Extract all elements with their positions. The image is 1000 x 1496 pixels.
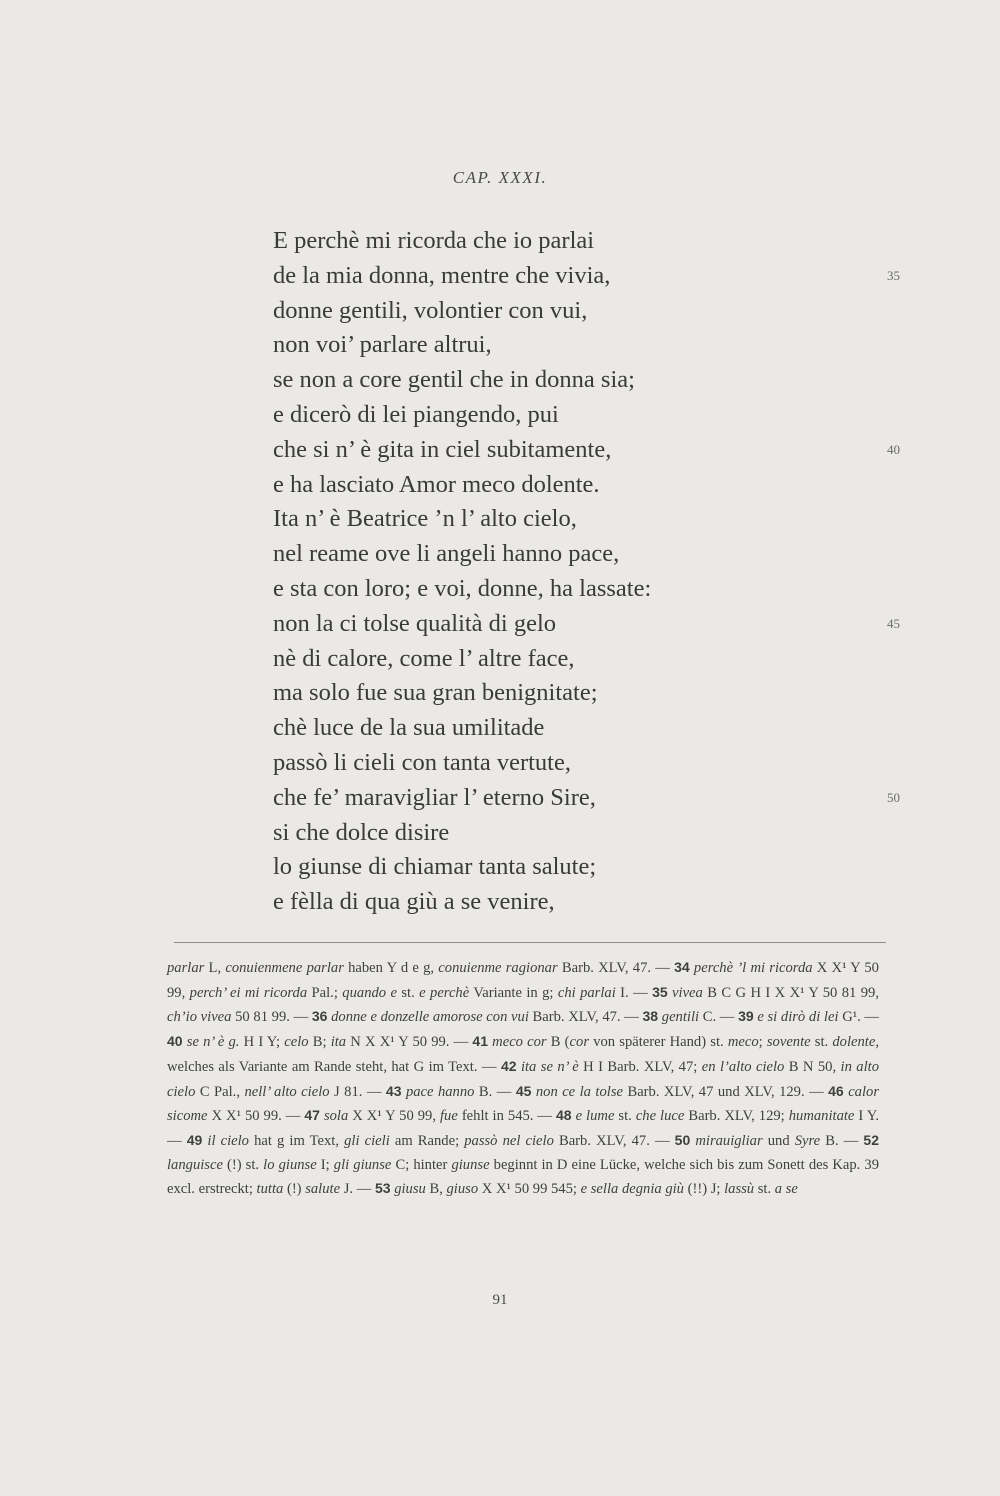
verse-line: [273, 885, 913, 920]
verse-line: [273, 607, 913, 642]
line-number: 35: [887, 267, 900, 283]
verse-line: [273, 781, 913, 816]
verse-text: nel reame ove li angeli hanno pace,: [273, 540, 620, 568]
chapter-heading: CAP. XXXI.: [452, 168, 548, 187]
verse-line: [273, 259, 913, 294]
verse-text: e ha lasciato Amor meco dolente.: [273, 470, 600, 498]
verse-text: de la mia donna, mentre che vivia,: [273, 261, 611, 289]
verse-line: [273, 294, 913, 329]
verse-line: [273, 850, 913, 885]
verse-text: che si n’ è gita in ciel subitamente,: [273, 435, 612, 463]
footnote-seg: parlar: [167, 960, 205, 976]
verse-line: [273, 363, 913, 398]
footnote-divider: [174, 942, 886, 943]
verse-text: E perchè mi ricorda che io parlai: [273, 227, 595, 254]
page-number: 91: [492, 1292, 508, 1308]
verse-text: e sta con loro; e voi, donne, ha lassate:: [273, 574, 652, 602]
verse-text: lo giunse di chiamar tanta salute;: [273, 853, 597, 881]
verse-line: [273, 502, 913, 537]
verse-line: [273, 328, 913, 363]
poem-stanza: [273, 224, 913, 920]
critical-apparatus: [167, 956, 879, 1202]
verse-line: [273, 816, 913, 851]
verse-line: [273, 746, 913, 781]
verse-line: [273, 642, 913, 677]
verse-text: e dicerò di lei piangendo, pui: [273, 400, 559, 428]
verse-text: si che dolce disire: [273, 818, 450, 846]
verse-text: Ita n’ è Beatrice ’n l’ alto cielo,: [273, 505, 577, 533]
verse-text: che fe’ maravigliar l’ eterno Sire,: [273, 783, 596, 811]
verse-line: [273, 224, 913, 259]
verse-line: [273, 398, 913, 433]
verse-text: ma solo fue sua gran benignitate;: [273, 679, 598, 707]
verse-text: non la ci tolse qualità di gelo: [273, 609, 557, 637]
line-number: 40: [887, 441, 900, 457]
line-number: 45: [887, 615, 900, 631]
footnote-text: parlar L, conuienmene parlar haben Y d e g, conuienme ragionar Barb. XLV, 47. — 34 perchè ’l mi ricorda X X¹ Y 50 99, perch’ ei mi ricorda Pal.; quando e st. e perchè Variante in g; chi parlai I. — 35 vivea B C G H I X X¹ Y 50 81 99, ch’io vivea 50 81 99. — 36 donne e donzelle amorose con vui Barb. XLV, 47. — 38 gentili C. — 39 e si dirò di lei G¹. — 40 se n’ è g. H I Y; celo B; ita N X X¹ Y 50 99. — 41 meco cor B (cor von späterer Hand) st. meco; sovente st. dolente, welches als Variante am Rande steht, hat G im Text. — 42 ita se n’ è H I Barb. XLV, 47; en l’alto cielo B N 50, in alto cielo C Pal., nell’ alto cielo J 81. — 43 pace hanno B. — 45 non ce la tolse Barb. XLV, 47 und XLV, 129. — 46 calor sicome X X¹ 50 99. — 47 sola X X¹ Y 50 99, fue fehlt in 545. — 48 e lume st. che luce Barb. XLV, 129; humanitate I Y. — 49 il cielo hat g im Text, gli cieli am Rande; passò nel cielo Barb. XLV, 47. — 50 mirauigliar und Syre B. — 52 languisce (!) st. lo giunse I; gli giunse C; hinter giunse beginnt in D eine Lücke, welche sich bis zum Sonett des Kap. 39 excl. erstreckt; tutta (!) salute J. — 53 giusu B, giuso X X¹ 50 99 545; e sella degnia giù (!!) J; lassù st. a se: [167, 959, 880, 1198]
verse-line: [273, 711, 913, 746]
verse-line: [273, 433, 913, 468]
line-number: 50: [887, 789, 900, 805]
verse-text: nè di calore, come l’ altre face,: [273, 644, 575, 672]
verse-text: e fèlla di qua giù a se venire,: [273, 888, 555, 916]
verse-line: [273, 537, 913, 572]
verse-line: [273, 468, 913, 503]
verse-line: [273, 572, 913, 607]
verse-text: chè luce de la sua umilitade: [273, 714, 545, 742]
verse-text: se non a core gentil che in donna sia;: [273, 366, 635, 394]
verse-line: [273, 676, 913, 711]
verse-text: passò li cieli con tanta vertute,: [273, 748, 571, 776]
verse-text: donne gentili, volontier con vui,: [273, 296, 588, 324]
verse-text: non voi’ parlare altrui,: [273, 331, 492, 359]
